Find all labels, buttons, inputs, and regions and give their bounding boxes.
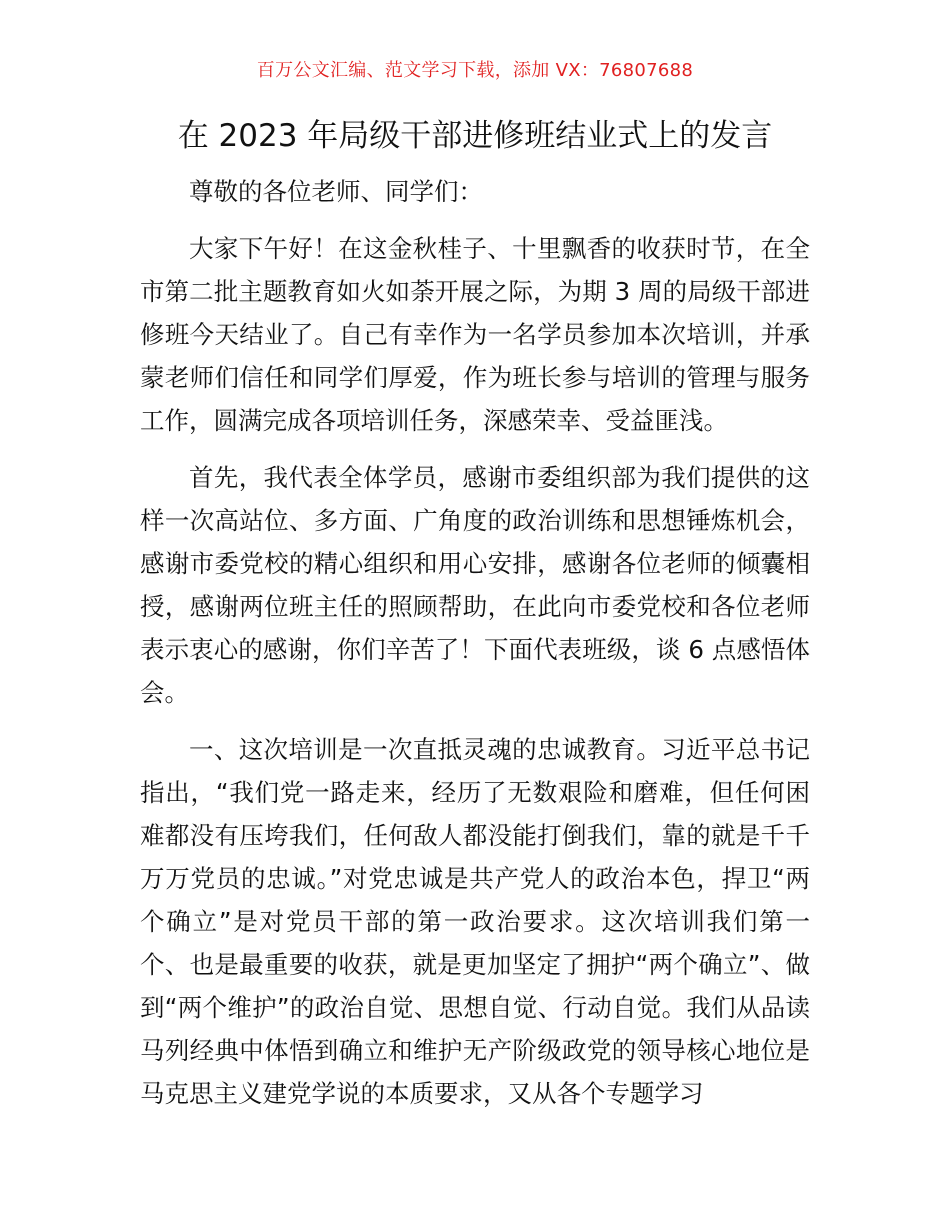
header-watermark-note: 百万公文汇编、范文学习下载，添加 VX：76807688	[256, 60, 694, 81]
document-body	[140, 170, 810, 1115]
paragraph-point-one: 一、这次培训是一次直抵灵魂的忠诚教育。习近平总书记指出，“我们党一路走来，经历了无数艰险和磨难，但任何困难都没有压垮我们，任何敌人都没能打倒我们，靠的就是千千万万党员的忠诚。”对党忠诚是共产党人的政治本色，捍卫“两个确立”是对党员干部的第一政治要求。这次培训我们第一个、也是最重要的收获，就是更加坚定了拥护“两个确立”、做到“两个维护”的政治自觉、思想自觉、行动自觉。我们从品读马列经典中体悟到确立和维护无产阶级政党的领导核心地位是马克思主义建党学说的本质要求，又从各个专题学习	[140, 735, 810, 1108]
salutation: 尊敬的各位老师、同学们：	[189, 177, 483, 206]
page-title: 在 2023 年局级干部进修班结业式上的发言	[177, 118, 773, 154]
paragraph-greeting: 大家下午好！在这金秋桂子、十里飘香的收获时节，在全市第二批主题教育如火如荼开展之际，为期 3 周的局级干部进修班今天结业了。自己有幸作为一名学员参加本次培训，并承蒙老师们信任和同学们厚爱，作为班长参与培训的管理与服务工作，圆满完成各项培训任务，深感荣幸、受益匪浅。	[140, 234, 810, 435]
paragraph-thanks: 首先，我代表全体学员，感谢市委组织部为我们提供的这样一次高站位、多方面、广角度的政治训练和思想锤炼机会，感谢市委党校的精心组织和用心安排，感谢各位老师的倾囊相授，感谢两位班主任的照顾帮助，在此向市委党校和各位老师表示衷心的感谢，你们辛苦了！下面代表班级，谈 6 点感悟体会。	[140, 463, 810, 707]
